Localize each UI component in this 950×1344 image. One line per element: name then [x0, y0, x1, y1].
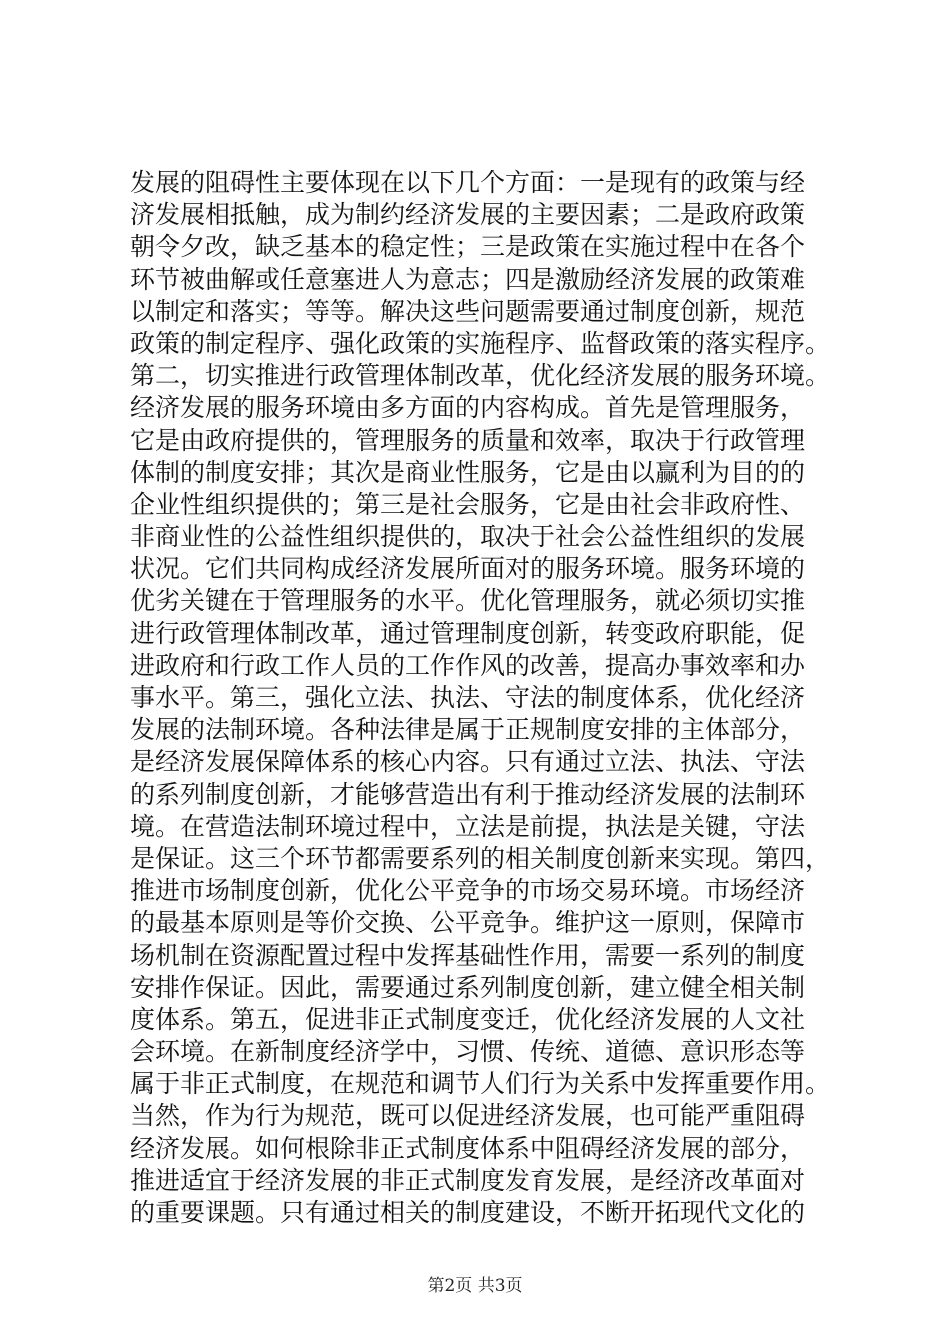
text-line: 的系列制度创新，才能够营造出有利于推动经济发展的法制环 — [130, 779, 806, 809]
text-line: 朝令夕改，缺乏基本的稳定性；三是政策在实施过程中在各个 — [130, 232, 806, 262]
text-line: 以制定和落实；等等。解决这些问题需要通过制度创新，规范 — [130, 296, 806, 326]
text-line: 属于非正式制度，在规范和调节人们行为关系中发挥重要作用。 — [130, 1069, 830, 1099]
text-line: 发展的法制环境。各种法律是属于正规制度安排的主体部分， — [130, 715, 806, 745]
text-line: 安排作保证。因此，需要通过系列制度创新，建立健全相关制 — [130, 972, 806, 1002]
text-line: 经济发展。如何根除非正式制度体系中阻碍经济发展的部分， — [130, 1133, 806, 1163]
text-line: 度体系。第五，促进非正式制度变迁，优化经济发展的人文社 — [130, 1004, 806, 1034]
text-line: 状况。它们共同构成经济发展所面对的服务环境。服务环境的 — [130, 554, 806, 584]
text-line: 是保证。这三个环节都需要系列的相关制度创新来实现。第四， — [130, 843, 830, 873]
text-line: 当然，作为行为规范，既可以促进经济发展，也可能严重阻碍 — [130, 1101, 806, 1131]
text-line: 体制的制度安排；其次是商业性服务，它是由以赢利为目的的 — [130, 457, 806, 487]
text-line: 环节被曲解或任意塞进人为意志；四是激励经济发展的政策难 — [130, 264, 806, 294]
text-line: 推进市场制度创新，优化公平竞争的市场交易环境。市场经济 — [130, 876, 806, 906]
text-line: 第二，切实推进行政管理体制改革，优化经济发展的服务环境。 — [130, 361, 830, 391]
text-line: 优劣关键在于管理服务的水平。优化管理服务，就必须切实推 — [130, 586, 806, 616]
text-line: 经济发展的服务环境由多方面的内容构成。首先是管理服务， — [130, 393, 806, 423]
text-line: 它是由政府提供的，管理服务的质量和效率，取决于行政管理 — [130, 425, 806, 455]
text-line: 进行政管理体制改革，通过管理制度创新，转变政府职能，促 — [130, 618, 806, 648]
text-line: 的最基本原则是等价交换、公平竞争。维护这一原则，保障市 — [130, 908, 806, 938]
text-line: 济发展相抵触，成为制约经济发展的主要因素；二是政府政策 — [130, 200, 806, 230]
text-line: 发展的阻碍性主要体现在以下几个方面：一是现有的政策与经 — [130, 168, 806, 197]
page-footer: 第2页 共3页 — [427, 1276, 523, 1296]
text-line: 的重要课题。只有通过相关的制度建设，不断开拓现代文化的 — [130, 1198, 806, 1227]
body-text — [130, 167, 830, 1229]
text-line: 是经济发展保障体系的核心内容。只有通过立法、执法、守法 — [130, 747, 806, 777]
text-line: 场机制在资源配置过程中发挥基础性作用，需要一系列的制度 — [130, 940, 806, 970]
text-line: 企业性组织提供的；第三是社会服务，它是由社会非政府性、 — [130, 489, 806, 519]
text-line: 事水平。第三，强化立法、执法、守法的制度体系，优化经济 — [130, 683, 806, 712]
text-line: 政策的制定程序、强化政策的实施程序、监督政策的落实程序。 — [130, 328, 830, 358]
text-line: 推进适宜于经济发展的非正式制度发育发展，是经济改革面对 — [130, 1165, 806, 1195]
text-line: 非商业性的公益性组织提供的，取决于社会公益性组织的发展 — [130, 522, 806, 552]
text-line: 会环境。在新制度经济学中，习惯、传统、道德、意识形态等 — [130, 1037, 806, 1067]
text-line: 进政府和行政工作人员的工作作风的改善，提高办事效率和办 — [130, 650, 806, 680]
text-line: 境。在营造法制环境过程中，立法是前提，执法是关键，守法 — [130, 811, 806, 841]
